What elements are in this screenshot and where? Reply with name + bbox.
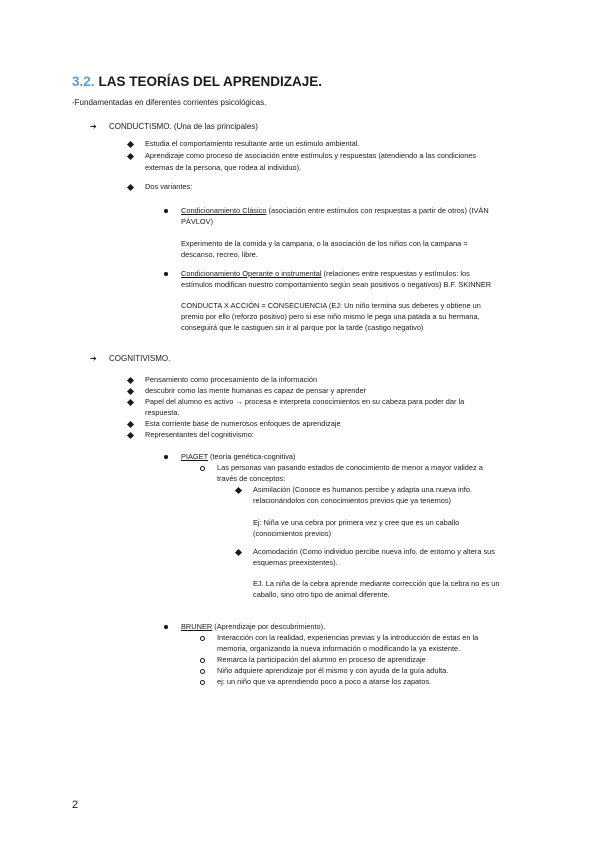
cognitivismo-point: descubrir como las mente humanas es capaz de pensar y aprender bbox=[145, 386, 367, 395]
clasico-example: Experimento de la comida y la campana, o la asociación de los niños con la campana = bbox=[181, 239, 468, 248]
conductismo-point-cont: externas de la persona, que rodea al individuo). bbox=[145, 163, 302, 172]
operante-formula-cont: premio por ello (reforzo positivo) pero si ese niño mismo le pega una patada a su hermana, bbox=[181, 312, 480, 321]
operante-formula: CONDUCTA X ACCIÓN = CONSECUENCIA (EJ: Un niño termina sus deberes y obtiene un bbox=[181, 301, 481, 310]
bruner-sub: Niño adquiere aprendizaje por él mismo y con ayuda de la guía adulta. bbox=[217, 666, 449, 675]
operante-desc-cont: estímulos modifican nuestro comportamiento según sean positivos o negativos) B.F. SKINNER bbox=[181, 280, 492, 289]
bruner-sub: Interacción con la realidad, experiencias previas y la introducción de estas en la bbox=[217, 633, 479, 642]
bruner-sub-cont: memoria, organizando la nueva información o modificando la ya existente. bbox=[217, 644, 461, 653]
bruner-sub: Remarca la participación del alumno en proceso de aprendizaje bbox=[217, 655, 426, 664]
piaget-name: PIAGET bbox=[181, 452, 208, 461]
asimilacion-example-cont: (conocimientos previos) bbox=[253, 529, 332, 538]
diamond-bullet-icon bbox=[235, 487, 242, 494]
arrow-icon: ➔ bbox=[90, 354, 97, 363]
cognitivismo-point: Esta corriente base de numerosos enfoques de aprendizaje bbox=[145, 419, 341, 428]
clasico-example-cont: descanso, recreo, libre. bbox=[181, 250, 258, 259]
dot-bullet-icon bbox=[164, 209, 168, 213]
asimilacion: Asimilación (Conoce es humanos percibe y adapta una nueva info. bbox=[253, 485, 472, 494]
circle-bullet-icon bbox=[200, 466, 205, 471]
operante-name: Condicionamiento Operante o instrumental bbox=[181, 269, 322, 278]
diamond-bullet-icon bbox=[127, 184, 134, 191]
piaget-sub-cont: través de conceptos: bbox=[217, 474, 286, 483]
diamond-bullet-icon bbox=[127, 141, 134, 148]
operante-desc: (relaciones entre respuestas y estímulos: los bbox=[321, 269, 470, 278]
circle-bullet-icon bbox=[200, 636, 205, 641]
piaget-line bbox=[181, 451, 296, 462]
bruner-sub: ej: un niño que va aprendiendo poco a poco a atarse los zapatos. bbox=[217, 677, 432, 686]
cognitivismo-title: COGNITIVISMO. bbox=[109, 354, 171, 363]
piaget-desc: (teoría genética-cognitiva) bbox=[207, 452, 296, 461]
intro-text: -Fundamentadas en diferentes corrientes psicológicas. bbox=[72, 98, 267, 107]
conductismo-point: Aprendizaje como proceso de asociación entre estímulos y respuestas (atendiendo a las condiciones bbox=[145, 151, 477, 160]
diamond-bullet-icon bbox=[127, 421, 134, 428]
diamond-bullet-icon bbox=[127, 432, 134, 439]
acomodacion-cont: esquemas preexistentes). bbox=[253, 558, 338, 567]
asimilacion-example: Ej: Niña ve una cebra por primera vez y cree que es un caballo bbox=[253, 518, 460, 527]
asimilacion-cont: relacionándolos con conocimientos previos que ya tenemos) bbox=[253, 496, 452, 505]
acomodacion: Acomodación (Como individuo percibe nueva info. de entorno y altera sus bbox=[253, 547, 495, 556]
variants-label: Dos variantes: bbox=[145, 182, 193, 191]
piaget-sub: Las personas van pasando estados de conocimiento de menor a mayor validez a bbox=[217, 463, 483, 472]
clasico-line bbox=[181, 205, 489, 216]
circle-bullet-icon bbox=[200, 680, 205, 685]
arrow-icon: ➔ bbox=[90, 122, 97, 131]
bruner-name: BRUNER bbox=[181, 622, 213, 631]
diamond-bullet-icon bbox=[127, 399, 134, 406]
cognitivismo-point: Representantes del cognitivismo: bbox=[145, 430, 254, 439]
diamond-bullet-icon bbox=[235, 549, 242, 556]
operante-line bbox=[181, 268, 470, 279]
conductismo-title: CONDUCTISMO. (Una de las principales) bbox=[109, 122, 258, 131]
diamond-bullet-icon bbox=[127, 377, 134, 384]
bruner-desc: (Aprendizaje por descubrimiento). bbox=[212, 622, 326, 631]
clasico-desc-cont: PÁVLOV) bbox=[181, 217, 214, 226]
clasico-name: Condicionamiento Clásico bbox=[181, 206, 267, 215]
acomodacion-example-cont: caballo, sino otro tipo de animal diferente. bbox=[253, 590, 390, 599]
cognitivismo-point: Papel del alumno es activo → procesa e interpreta conocimientos en su cabeza para poder dar la bbox=[145, 397, 465, 406]
cognitivismo-point-cont: respuesta. bbox=[145, 408, 180, 417]
cognitivismo-point: Pensamiento como procesamiento de la información bbox=[145, 375, 318, 384]
page-number: 2 bbox=[72, 799, 79, 811]
conductismo-point: Estudia el comportamiento resultante ante un estimulo ambiental. bbox=[145, 139, 360, 148]
dot-bullet-icon bbox=[164, 625, 168, 629]
dot-bullet-icon bbox=[164, 455, 168, 459]
acomodacion-example: EJ. La niña de la cebra aprende mediante corrección que la cebra no es un bbox=[253, 579, 500, 588]
operante-formula-cont: conseguirá que le castiguen sin ir al parque por la tarde (castigo negativo) bbox=[181, 323, 424, 332]
diamond-bullet-icon bbox=[127, 388, 134, 395]
section-title: LAS TEORÍAS DEL APRENDIZAJE. bbox=[98, 74, 323, 89]
section-number: 3.2. bbox=[72, 74, 95, 89]
diamond-bullet-icon bbox=[127, 153, 134, 160]
section-heading bbox=[72, 74, 322, 89]
bruner-line bbox=[181, 621, 325, 632]
circle-bullet-icon bbox=[200, 669, 205, 674]
circle-bullet-icon bbox=[200, 658, 205, 663]
dot-bullet-icon bbox=[164, 272, 168, 276]
clasico-desc: (asociación entre estímulos con respuestas a partir de otros) (IVÁN bbox=[266, 206, 489, 215]
